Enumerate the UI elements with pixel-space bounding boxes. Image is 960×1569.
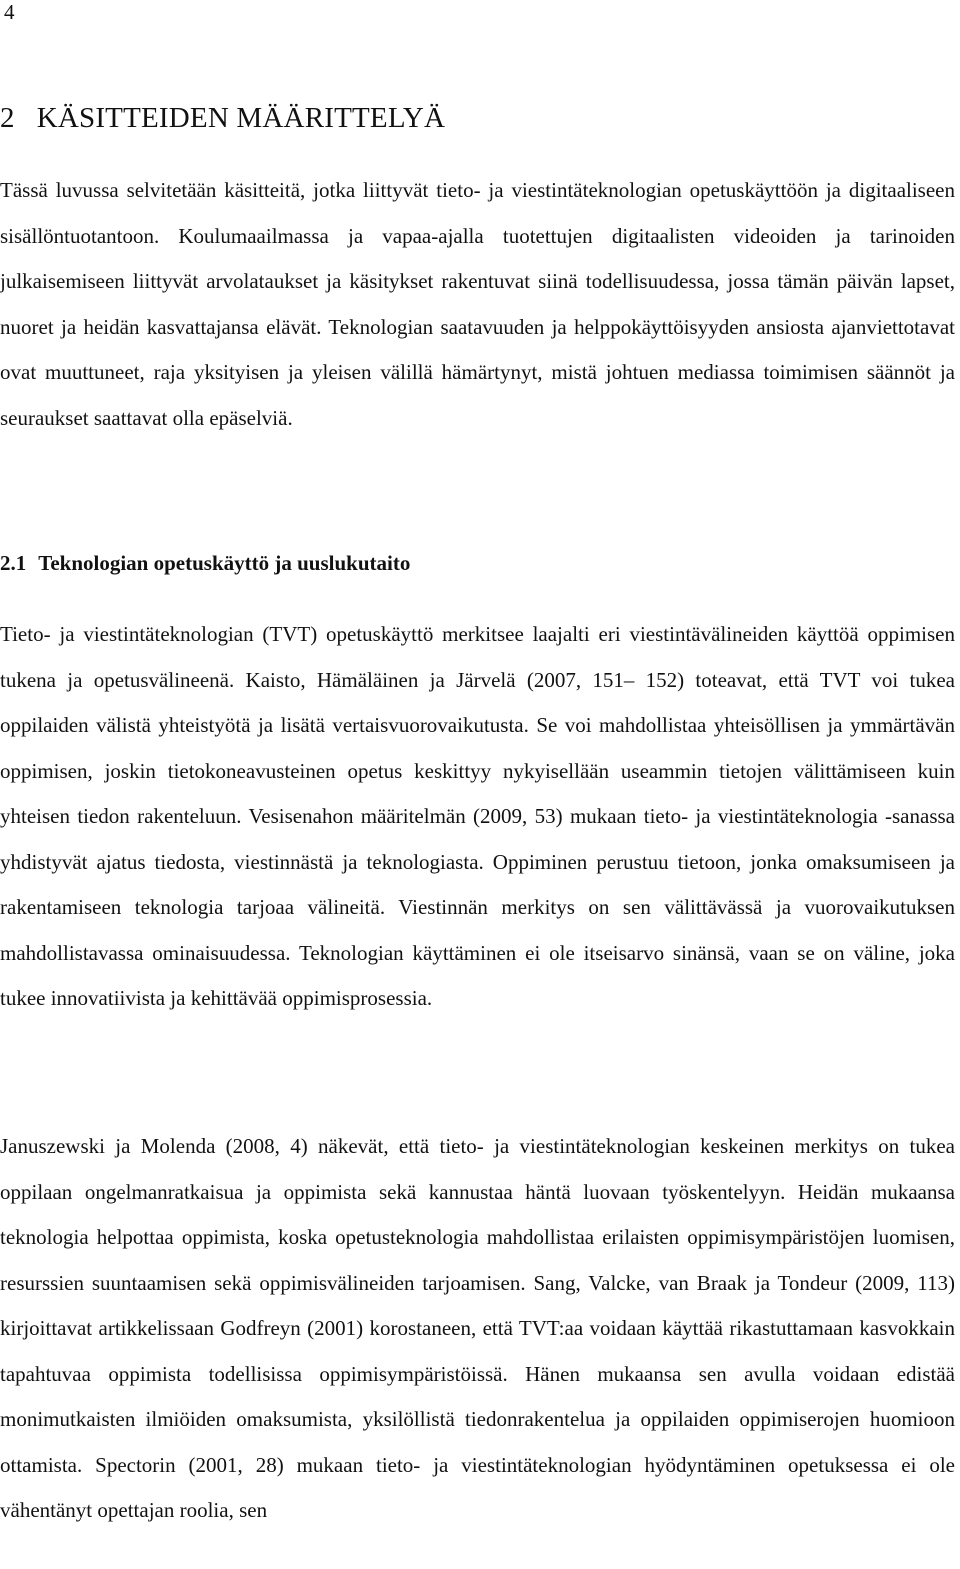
section-title: Teknologian opetuskäyttö ja uuslukutaito (38, 551, 411, 575)
section-paragraph-1: Tieto- ja viestintäteknologian (TVT) opetuskäyttö merkitsee laajalti eri viestintävälineiden käyttöä oppimisen tukena ja opetusvälineenä. Kaisto, Hämäläinen ja Järvelä (2007, 151– 152) toteavat, että TVT voi tukea oppilaiden välistä yhteistyötä ja lisätä vertaisvuorovaikutusta. Se voi mahdollistaa yhteisöllisen ja ymmärtävän oppimisen, joskin tietokoneavusteinen opetus keskittyy nykyisellään useammin tietojen välittämiseen kuin yhteisen tiedon rakenteluun. Vesisenahon määritelmän (2009, 53) mukaan tieto- ja viestintäteknologia -sanassa yhdistyvät ajatus tiedosta, viestinnästä ja teknologiasta. Oppiminen perustuu tietoon, jonka omaksumiseen ja rakentamiseen teknologia tarjoaa välineitä. Viestinnän merkitys on sen välittävässä ja vuorovaikutuksen mahdollistavassa ominaisuudessa. Teknologian käyttäminen ei ole itseisarvo sinänsä, vaan se on väline, joka tukee innovatiivista ja kehittävää oppimisprosessia. (0, 622, 955, 1010)
section-number: 2.1 (0, 551, 27, 575)
intro-paragraph: Tässä luvussa selvitetään käsitteitä, jotka liittyvät tieto- ja viestintäteknologian opetuskäyttöön ja digitaaliseen sisällöntuotantoon. Koulumaailmassa ja vapaa-ajalla tuotettujen digitaalisten videoiden ja tarinoiden julkaisemiseen liittyvät arvolataukset ja käsitykset rakentuvat siinä todellisuudessa, jossa tämän päivän lapset, nuoret ja heidän kasvattajansa elävät. Teknologian saatavuuden ja helppokäyttöisyyden ansiosta ajanviettotavat ovat muuttuneet, raja yksityisen ja yleisen välillä hämärtynyt, mistä johtuen mediassa toimimisen säännöt ja seuraukset saattavat olla epäselviä. (0, 178, 955, 430)
chapter-title (0, 100, 940, 136)
section-paragraph-2: Januszewski ja Molenda (2008, 4) näkevät, että tieto- ja viestintäteknologian keskeinen merkitys on tukea oppilaan ongelmanratkaisua ja oppimista sekä kannustaa häntä luovaan työskentelyyn. Heidän mukaansa teknologia helpottaa oppimista, koska opetusteknologia mahdollistaa erilaisten oppimisympäristöjen luomisen, resurssien suuntaamisen sekä oppimisvälineiden tarjoamisen. Sang, Valcke, van Braak ja Tondeur (2009, 113) kirjoittavat artikkelissaan Godfreyn (2001) korostaneen, että TVT:aa voidaan käyttää rikastuttamaan kasvokkain tapahtuvaa oppimista todellisissa oppimisympäristöissä. Hänen mukaansa sen avulla voidaan edistää monimutkaisten ilmiöiden omaksumista, yksilöllistä tiedonrakentelua ja oppilaiden oppimiserojen huomioon ottamista. Spectorin (2001, 28) mukaan tieto- ja viestintäteknologian hyödyntäminen opetuksessa ei ole vähentänyt opettajan roolia, sen (0, 1134, 955, 1522)
chapter-number: 2 (0, 102, 15, 134)
section-heading (0, 548, 940, 578)
page-number: 4 (4, 0, 15, 24)
chapter-title-text: KÄSITTEIDEN MÄÄRITTELYÄ (36, 102, 446, 134)
